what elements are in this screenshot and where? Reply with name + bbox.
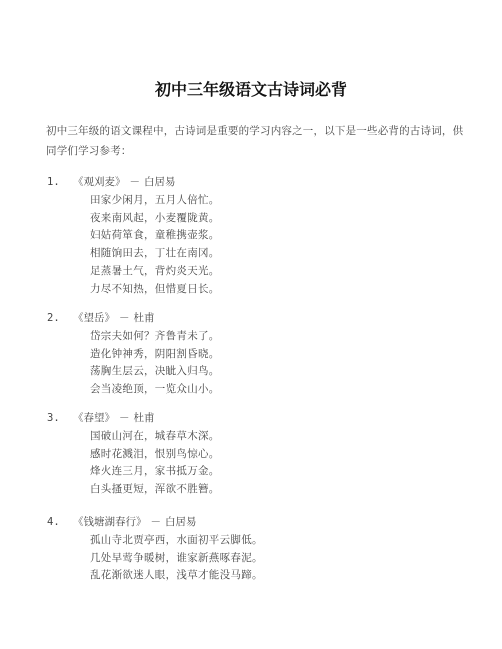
poem-line: 足蒸暑土气，背灼炎天光。 [90,264,220,277]
poem-title: 《春望》 [73,412,115,424]
intro-paragraph: 初中三年级的语文课程中，古诗词是重要的学习内容之一，以下是一些必背的古诗词，供同学们学习参考： [46,125,464,157]
poem-separator: － [129,176,140,188]
poem-line: 白头搔更短，浑欲不胜簪。 [90,483,220,496]
poem-separator: － [119,312,130,324]
poem-line: 田家少闲月，五月人倍忙。 [90,193,220,206]
poem-author: 杜甫 [133,312,155,324]
poem-block [47,514,263,585]
poem-title: 《观刈麦》 [73,176,126,188]
poem-line: 会当凌绝顶，一览众山小。 [90,383,220,396]
poem-line: 烽火连三月，家书抵万金。 [90,465,220,478]
poem-heading [47,410,220,428]
poem-line: 妇姑荷箪食，童稚携壶浆。 [90,229,220,242]
poem-author: 白居易 [144,176,176,188]
poem-block [47,310,220,399]
poem-line: 力尽不知热，但惜夏日长。 [90,282,220,295]
poem-line: 感时花溅泪，恨别鸟惊心。 [90,447,220,460]
poem-block [47,174,220,299]
poem-separator: － [150,516,161,528]
poem-heading [47,310,220,328]
poem-separator: － [119,412,130,424]
poem-author: 杜甫 [133,412,155,424]
poem-line: 国破山河在，城春草木深。 [90,429,220,442]
poem-line: 夜来南风起，小麦覆陇黄。 [90,211,220,224]
poem-line: 孤山寺北贾亭西，水面初平云脚低。 [90,533,263,546]
poem-title: 《望岳》 [73,312,115,324]
poem-number: 2. [47,312,60,324]
poem-author: 白居易 [165,516,197,528]
poem-line: 荡胸生层云，决眦入归鸟。 [90,365,220,378]
poem-line: 几处早莺争暖树，谁家新燕啄春泥。 [90,551,263,564]
poem-line: 相随饷田去，丁壮在南冈。 [90,247,220,260]
poem-heading [47,174,220,192]
poem-number: 1. [47,176,60,188]
poem-block [47,410,220,499]
poem-line: 岱宗夫如何？齐鲁青未了。 [90,329,220,342]
poem-line: 造化钟神秀，阴阳割昏晓。 [90,347,220,360]
poem-number: 3. [47,412,60,424]
poem-line: 乱花渐欲迷人眼，浅草才能没马蹄。 [90,569,263,582]
poem-title: 《钱塘湖春行》 [73,516,147,528]
document-title: 初中三年级语文古诗词必背 [154,80,347,99]
poem-heading [47,514,263,532]
poem-number: 4. [47,516,60,528]
